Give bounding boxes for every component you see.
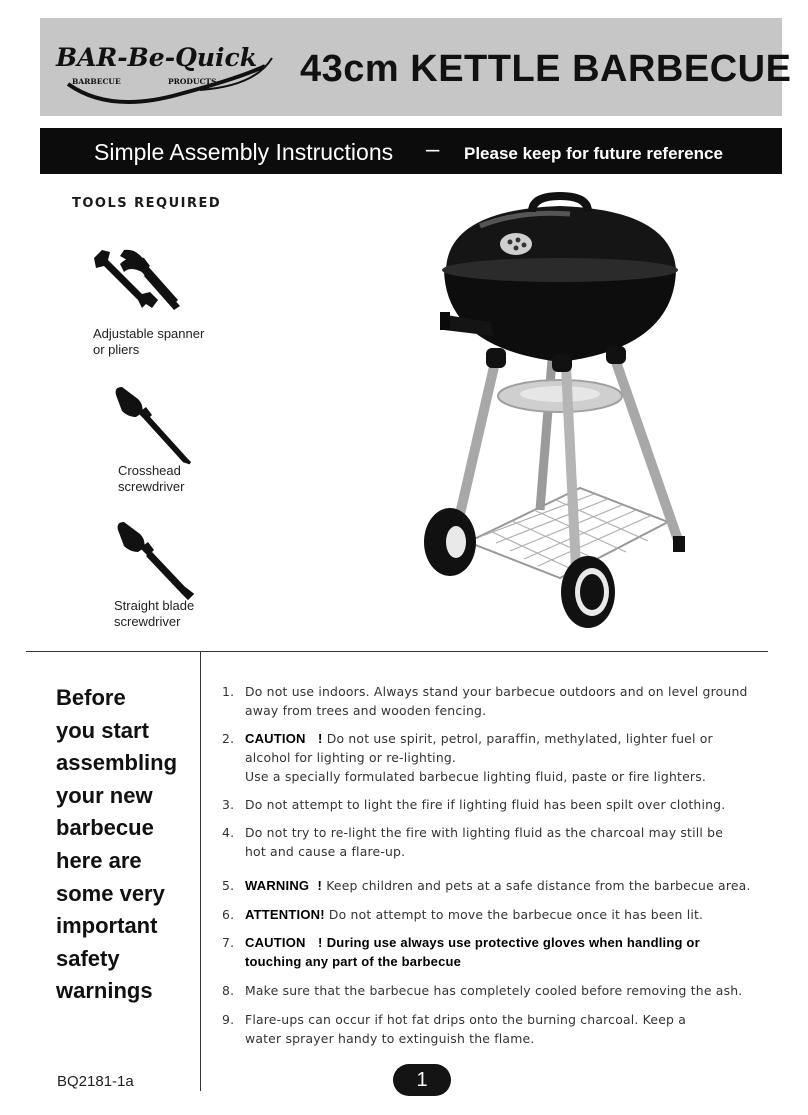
tool-label-crosshead: Crosshead screwdriver <box>118 463 185 494</box>
subtitle-dash: – <box>426 136 440 163</box>
tool-label-straight: Straight blade screwdriver <box>114 598 195 629</box>
subtitle-sub: Please keep for future reference <box>464 144 723 163</box>
warning-keyword: ATTENTION <box>245 907 321 922</box>
brand-wordmark: BAR-Be-Quick <box>56 43 258 72</box>
subtitle-main: Simple Assembly Instructions <box>94 139 394 165</box>
tools-heading: TOOLS REQUIRED <box>72 196 222 211</box>
brand-left-word: BARBECUE <box>72 77 121 86</box>
warning-keyword: CAUTION <box>245 731 306 746</box>
brand-logo <box>50 36 280 106</box>
safety-intro-heading: Before you start assembling your new barbecue here are some very important safety warnings <box>56 685 178 1004</box>
section-divider-vertical <box>200 651 201 1091</box>
subtitle-bar <box>40 128 782 174</box>
kettle-barbecue-illustration <box>420 190 700 640</box>
page-title: 43cm KETTLE BARBECUE <box>300 48 792 90</box>
document-code: BQ2181-1a <box>57 1073 134 1090</box>
spanner-pliers-icon <box>86 244 186 316</box>
page-number-badge: 1 <box>393 1064 451 1096</box>
section-divider-horizontal <box>26 651 768 652</box>
tool-label-spanner: Adjustable spanner or pliers <box>93 326 205 357</box>
straight-blade-screwdriver-icon <box>112 518 196 602</box>
crosshead-screwdriver-icon <box>110 383 194 467</box>
warning-keyword: CAUTION <box>245 935 306 950</box>
brand-right-word: PRODUCTS <box>168 77 217 86</box>
warning-keyword: WARNING <box>245 878 310 893</box>
